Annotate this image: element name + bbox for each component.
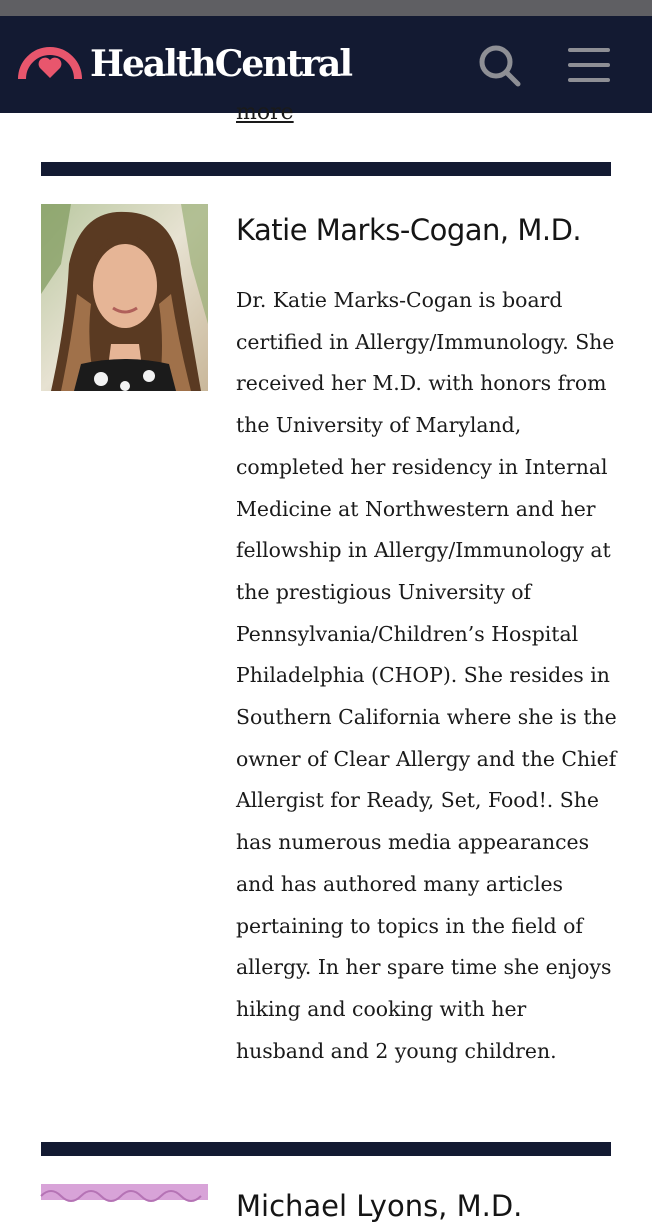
next-author-pattern — [41, 1184, 208, 1200]
author-portrait — [41, 204, 208, 391]
logo-text: HealthCentral — [90, 43, 352, 85]
status-strip — [0, 0, 652, 16]
next-author-photo — [41, 1184, 208, 1200]
hamburger-menu-icon — [567, 45, 611, 85]
search-icon — [477, 43, 521, 87]
next-author-name: Michael Lyons, M.D. — [236, 1189, 523, 1223]
author-name: Katie Marks-Cogan, M.D. — [236, 213, 582, 247]
heart-arch-icon — [18, 47, 82, 81]
menu-button[interactable] — [564, 40, 614, 90]
healthcentral-logo[interactable] — [18, 44, 351, 84]
search-button[interactable] — [474, 40, 524, 90]
section-divider — [41, 162, 611, 176]
read-more-link[interactable]: more — [236, 100, 294, 125]
author-bio: Dr. Katie Marks-Cogan is board certified in Allergy/Immunology. She received her M.D. with honors from the University of Maryland, completed her residency in Internal Medicine at Northwestern and her fellowship in Allergy/Immunology at the prestigious University of Pennsylvania/Children’s Hospital Philadelphia (CHOP). She resides in Southern California where she is the owner of Clear Allergy and the Chief Allergist for Ready, Set, Food!. She has numerous media appearances and has authored many articles pertaining to topics in the field of allergy. In her spare time she enjoys hiking and cooking with her husband and 2 young children. — [236, 288, 617, 1063]
section-divider — [41, 1142, 611, 1156]
author-photo — [41, 204, 208, 391]
